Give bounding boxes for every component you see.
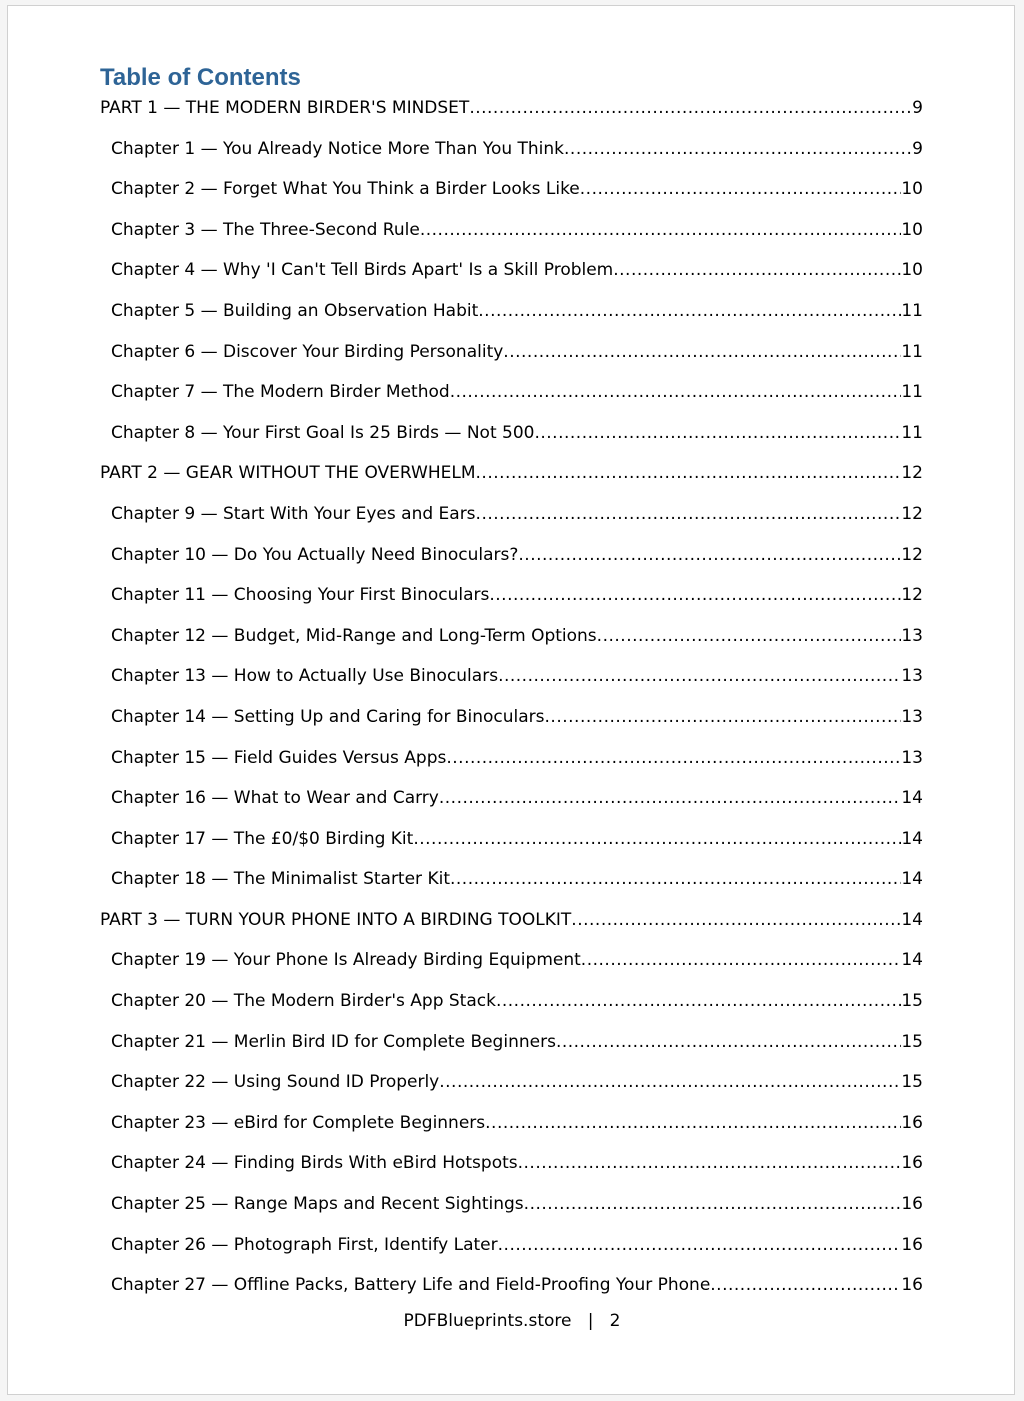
toc-chapter-entry[interactable] [100,337,923,378]
toc-entry-label: Chapter 21 — Merlin Bird ID for Complete Beginners [111,1031,556,1052]
toc-chapter-entry[interactable] [100,1148,923,1189]
toc-dot-leader [524,1189,902,1219]
toc-entry-page-number: 9 [912,98,923,118]
toc-entry-label: Chapter 20 — The Modern Birder's App Stack [111,991,496,1012]
toc-entry-page-number: 9 [912,138,923,159]
toc-entry-label: Chapter 6 — Discover Your Birding Personality [111,341,504,362]
footer-separator: | [587,1311,594,1331]
toc-dot-leader [439,783,902,813]
toc-entry-label: Chapter 23 — eBird for Complete Beginners [111,1112,486,1133]
toc-entry-page-number: 13 [901,666,923,687]
toc-entry-label: Chapter 10 — Do You Actually Need Binoculars? [111,544,519,565]
toc-chapter-entry[interactable] [100,864,923,905]
toc-entry-page-number: 16 [901,1275,923,1296]
toc-dot-leader [469,93,912,123]
document-page [7,5,1015,1395]
toc-entry-page-number: 15 [901,1072,923,1093]
toc-chapter-entry[interactable] [100,783,923,824]
toc-chapter-entry[interactable] [100,1027,923,1068]
toc-entry-label: PART 2 — GEAR WITHOUT THE OVERWHELM [100,463,476,484]
toc-entry-page-number: 10 [901,219,923,240]
page-title: Table of Contents [100,64,301,91]
toc-entry-page-number: 16 [901,1194,923,1215]
toc-dot-leader [556,1027,901,1057]
toc-entry-label: Chapter 2 — Forget What You Think a Birder Looks Like [111,179,580,200]
toc-dot-leader [420,215,902,245]
toc-entry-label: Chapter 5 — Building an Observation Habit [111,300,479,321]
toc-chapter-entry[interactable] [100,945,923,986]
toc-dot-leader [450,864,901,894]
toc-entry-label: Chapter 18 — The Minimalist Starter Kit [111,869,450,890]
toc-dot-leader [581,945,902,975]
toc-dot-leader [503,337,901,367]
toc-list [100,93,923,1311]
toc-entry-page-number: 12 [901,503,923,524]
toc-dot-leader [476,458,902,488]
toc-entry-label: Chapter 4 — Why 'I Can't Tell Birds Apart' Is a Skill Problem [111,260,614,281]
toc-entry-page-number: 16 [901,1234,923,1255]
toc-dot-leader [534,418,901,448]
toc-chapter-entry[interactable] [100,377,923,418]
toc-chapter-entry[interactable] [100,255,923,296]
toc-chapter-entry[interactable] [100,661,923,702]
toc-entry-page-number: 13 [901,706,923,727]
toc-dot-leader [496,986,901,1016]
toc-entry-label: Chapter 22 — Using Sound ID Properly [111,1072,440,1093]
toc-dot-leader [485,1108,901,1138]
toc-entry-page-number: 11 [901,341,923,362]
toc-chapter-entry[interactable] [100,418,923,459]
toc-entry-label: Chapter 15 — Field Guides Versus Apps [111,747,447,768]
toc-chapter-entry[interactable] [100,134,923,175]
toc-entry-page-number: 10 [901,260,923,281]
toc-entry-label: Chapter 26 — Photograph First, Identify Later [111,1234,498,1255]
toc-dot-leader [446,743,901,773]
toc-entry-page-number: 15 [901,991,923,1012]
toc-dot-leader [518,1148,902,1178]
toc-entry-label: PART 1 — THE MODERN BIRDER'S MINDSET [100,98,470,118]
toc-entry-label: Chapter 13 — How to Actually Use Binoculars [111,666,499,687]
toc-entry-page-number: 16 [901,1153,923,1174]
toc-entry-page-number: 16 [901,1112,923,1133]
toc-chapter-entry[interactable] [100,702,923,743]
toc-entry-label: Chapter 11 — Choosing Your First Binoculars [111,585,490,606]
toc-dot-leader [498,1230,902,1260]
toc-entry-label: Chapter 24 — Finding Birds With eBird Hotspots [111,1153,518,1174]
toc-entry-label: Chapter 27 — Offline Packs, Battery Life and Field-Proofing Your Phone [111,1275,711,1296]
toc-entry-label: Chapter 9 — Start With Your Eyes and Ears [111,503,476,524]
toc-dot-leader [476,499,902,529]
toc-entry-page-number: 13 [901,625,923,646]
toc-dot-leader [545,702,902,732]
toc-entry-page-number: 13 [901,747,923,768]
toc-chapter-entry[interactable] [100,1067,923,1108]
toc-dot-leader [571,905,901,935]
toc-chapter-entry[interactable] [100,296,923,337]
toc-entry-page-number: 12 [901,544,923,565]
toc-entry-label: Chapter 17 — The £0/$0 Birding Kit [111,828,414,849]
toc-dot-leader [613,255,901,285]
toc-dot-leader [498,661,901,691]
toc-entry-label: Chapter 14 — Setting Up and Caring for Binoculars [111,706,545,727]
toc-part-entry[interactable] [100,458,923,499]
toc-entry-label: PART 3 — TURN YOUR PHONE INTO A BIRDING TOOLKIT [100,909,572,930]
toc-dot-leader [439,1067,901,1097]
toc-part-entry[interactable] [100,905,923,946]
toc-entry-label: Chapter 12 — Budget, Mid-Range and Long-Term Options [111,625,597,646]
toc-entry-label: Chapter 3 — The Three-Second Rule [111,219,420,240]
toc-dot-leader [478,296,901,326]
toc-entry-page-number: 15 [901,1031,923,1052]
toc-entry-page-number: 14 [901,909,923,930]
toc-entry-label: Chapter 19 — Your Phone Is Already Birding Equipment [111,950,581,971]
toc-entry-page-number: 11 [901,382,923,403]
toc-entry-page-number: 10 [901,179,923,200]
toc-chapter-entry[interactable] [100,1108,923,1149]
toc-chapter-entry[interactable] [100,1189,923,1230]
toc-entry-label: Chapter 16 — What to Wear and Carry [111,788,439,809]
toc-chapter-entry[interactable] [100,1230,923,1271]
toc-entry-page-number: 11 [901,300,923,321]
toc-dot-leader [564,134,912,164]
toc-entry-label: Chapter 1 — You Already Notice More Than You Think [111,138,565,159]
toc-chapter-entry[interactable] [100,986,923,1027]
toc-entry-label: Chapter 7 — The Modern Birder Method [111,382,450,403]
toc-dot-leader [518,540,901,570]
toc-chapter-entry[interactable] [100,621,923,662]
toc-part-entry[interactable] [100,93,923,134]
toc-entry-page-number: 14 [901,828,923,849]
toc-chapter-entry[interactable] [100,743,923,784]
toc-entry-label: Chapter 8 — Your First Goal Is 25 Birds — Not 500 [111,422,535,443]
toc-chapter-entry[interactable] [100,499,923,540]
toc-dot-leader [413,824,901,854]
toc-chapter-entry[interactable] [100,1270,923,1311]
toc-chapter-entry[interactable] [100,580,923,621]
toc-dot-leader [580,174,902,204]
toc-dot-leader [450,377,902,407]
toc-entry-page-number: 12 [901,585,923,606]
toc-chapter-entry[interactable] [100,824,923,865]
footer-page-number: 2 [609,1311,621,1331]
toc-chapter-entry[interactable] [100,540,923,581]
footer-site: PDFBlueprints.store [403,1311,572,1331]
toc-entry-page-number: 12 [901,463,923,484]
toc-entry-page-number: 14 [901,869,923,890]
toc-dot-leader [489,580,901,610]
toc-entry-page-number: 14 [901,950,923,971]
toc-entry-page-number: 11 [901,422,923,443]
toc-entry-page-number: 14 [901,788,923,809]
toc-entry-label: Chapter 25 — Range Maps and Recent Sightings [111,1194,524,1215]
page-footer [8,1311,1016,1331]
toc-chapter-entry[interactable] [100,174,923,215]
toc-dot-leader [710,1270,901,1300]
toc-chapter-entry[interactable] [100,215,923,256]
toc-dot-leader [597,621,902,651]
